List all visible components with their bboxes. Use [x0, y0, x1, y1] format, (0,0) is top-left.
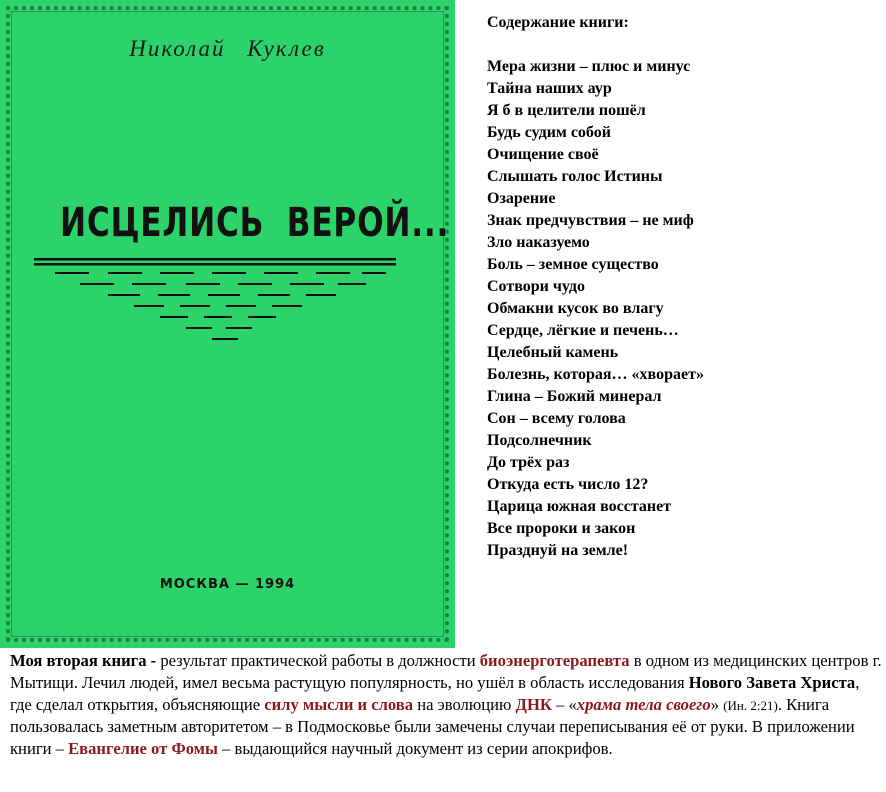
list-item: Сотвори чудо: [487, 278, 585, 295]
description-text: »: [710, 694, 724, 714]
bold-term: Нового Завета Христа: [688, 672, 856, 692]
list-item: Я б в целители пошёл: [487, 102, 646, 119]
list-item: Очищение своё: [487, 146, 599, 163]
list-item: Зло наказуемо: [487, 234, 590, 251]
list-item: Целебный камень: [487, 344, 619, 361]
contents-list: [487, 56, 877, 562]
highlight-term: биоэнерготерапевта: [479, 651, 630, 670]
description-text: . Книга пользовалась заметным авторитетом – в Подмосковье были замечены случаи переписывания её от руки. В приложении книги –: [10, 694, 855, 759]
highlight-term: силу мысли и слова: [264, 694, 414, 714]
list-item: Болезнь, которая… «хворает»: [487, 366, 704, 383]
list-item: До трёх раз: [487, 454, 570, 471]
list-item: Все пророки и закон: [487, 520, 636, 537]
bible-reference: (Ин. 2:21): [723, 697, 778, 713]
list-item: Озарение: [487, 190, 556, 207]
list-item: Слышать голос Истины: [487, 168, 663, 185]
description-text: в одном из медицинских центров г. Мытищи. Лечил людей, имел весьма растущую популярность, но ушёл в область исследования: [10, 651, 882, 692]
cover-city-year: МОСКВА — 1994: [159, 577, 296, 592]
list-item: Мера жизни – плюс и минус: [487, 58, 691, 75]
list-item: Сон – всему голова: [487, 410, 626, 427]
description-text: , где сделал открытия, объясняющие: [10, 672, 860, 714]
list-item: Глина – Божий минерал: [487, 388, 662, 405]
list-item: Сердце, лёгкие и печень…: [487, 322, 679, 339]
cover-water-lines: [0, 250, 455, 350]
cover-title: ИСЦЕЛИСЬ ВЕРОЙ...: [60, 200, 450, 246]
list-item: Подсолнечник: [487, 432, 592, 449]
highlight-term: Евангелие от Фомы: [68, 739, 218, 759]
description-text: на эволюцию: [413, 694, 516, 714]
list-item: Празднуй на земле!: [487, 542, 629, 559]
description-text: – «: [551, 694, 577, 714]
highlight-quote: храма тела своего: [576, 694, 711, 714]
description-lead: Моя вторая книга -: [10, 651, 157, 670]
list-item: Царица южная восстанет: [487, 498, 672, 515]
highlight-term: ДНК: [515, 694, 552, 714]
book-description: [10, 650, 882, 760]
cover-author: Николай Куклев: [129, 36, 326, 61]
description-text: – выдающийся научный документ из серии апокрифов.: [217, 739, 613, 759]
list-item: Будь судим собой: [487, 124, 611, 141]
book-cover: [0, 0, 455, 648]
description-text: результат практической работы в должности: [156, 651, 480, 670]
list-item: Знак предчувствия – не миф: [487, 212, 694, 229]
contents-section: [487, 12, 877, 562]
list-item: Откуда есть число 12?: [487, 476, 649, 493]
list-item: Боль – земное существо: [487, 256, 659, 273]
list-item: Тайна наших аур: [487, 80, 612, 97]
contents-heading: Содержание книги:: [487, 14, 629, 31]
list-item: Обмакни кусок во влагу: [487, 300, 664, 317]
